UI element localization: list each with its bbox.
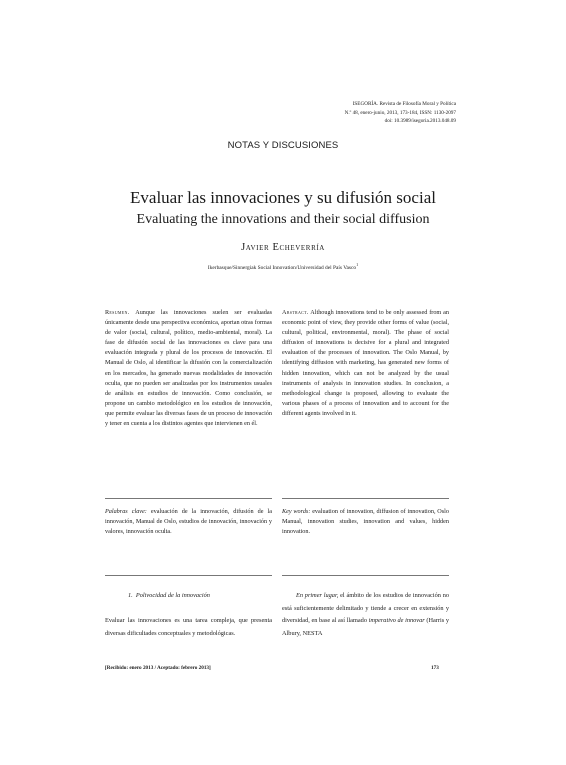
keywords-label: Palabras clave: (105, 508, 147, 515)
author-affiliation: Ikerbasque/Sinnergiak Social Innovation/Universidad del País Vasco$^1$ (207, 262, 359, 271)
running-header (156, 100, 456, 126)
paragraph-text: (Harris y Albury, NESTA (282, 617, 449, 637)
page-number: 173 (431, 665, 439, 671)
section-heading (128, 592, 210, 599)
keywords-english (282, 507, 449, 537)
lead-phrase: En primer lugar, (296, 592, 339, 599)
section-number: 1. (128, 592, 133, 599)
affiliation-text: Ikerbasque/Sinnergiak Social Innovation/Universidad del País Vasco (207, 264, 357, 271)
paragraph-text: el ámbito de los estudios de innovación no está suficientemente delimitado y tiende a crecer en extensión y diversidad, en base al así llamado (282, 592, 449, 625)
keywords-label: Key words: (282, 508, 311, 515)
keywords-text: evaluation of innovation, diffusion of innovation, Oslo Manual, innovation studies, innovation and values, hidden innovation. (282, 508, 449, 536)
abstract-spanish (105, 308, 272, 429)
body-paragraph-right (282, 590, 449, 640)
body-paragraph-left: Evaluar las innovaciones es una tarea compleja, que presenta diversas dificultades conceptuales y metodológicas. (105, 617, 272, 637)
received-accepted-note: [Recibido: enero 2013 / Aceptado: febrero 2013] (105, 665, 211, 671)
abstract-text: Although innovations tend to be only assessed from an economic point of view, they provide other forms of value (social, cultural, political, environmental, moral). The phase of social diffusion of innovations is decisive for a plural and integrated evaluation of the processes of innovation. The Oslo Manual, by identifying diffusion with marketing, has generated new forms of hidden innovation, which can not be analyzed by the usual instruments of analysis in innovation studies. In conclusion, a methodological change is proposed, allowing to evaluate the various phases of a process of innovation and to account for the different agents involved in it. (282, 309, 449, 417)
abstract-english (282, 308, 449, 419)
abstract-text: Aunque las innovaciones suelen ser evaluadas únicamente desde una perspectiva económica, aportan otras formas de valor (social, cultural, político, medio-ambiental, moral). La fase de difusión social de las innovaciones es clave para una evaluación integrada y plural de los procesos de innovación. El Manual de Oslo, al identificar la difusión con la comercialización en los mercados, ha generado nuevas modalidades de innovación oculta, que no pueden ser analizadas por los instrumentos usuales de análisis en estudios de innovación. Como conclusión, se propone un cambio metodológico en los estudios de innovación, que permite evaluar las diversas fases de un proceso de innovación y tener en cuenta a los distintos agentes que intervienen en él. (105, 309, 272, 428)
abstract-label: Resumen. (105, 309, 130, 316)
doi-line: doi: 10.3989/isegoria.2013.048.09 (384, 118, 456, 125)
article-title: Evaluar las innovaciones y su difusión social (130, 188, 436, 207)
term: imperativo de innovar (368, 617, 425, 625)
divider (105, 498, 272, 499)
section-title: Polivocidad de la innovación (135, 592, 210, 599)
abstract-label: Abstract. (282, 309, 309, 316)
divider (105, 575, 272, 576)
keywords-text: evaluación de la innovación, difusión de la innovación, Manual de Oslo, estudios de innovación, innovación y valores, innovación oculta. (105, 508, 272, 536)
article-subtitle: Evaluating the innovations and their social diffusion (136, 212, 430, 227)
divider (282, 575, 449, 576)
issue-line: N.º 48, enero-junio, 2013, 173-184, ISSN: 1130-2097 (344, 109, 456, 116)
section-label: NOTAS Y DISCUSIONES (227, 140, 339, 151)
journal-line: ISEGORÍA. Revista de Filosofía Moral y Política (352, 101, 456, 107)
author-name: Javier Echeverría (241, 242, 325, 253)
divider (282, 498, 449, 499)
keywords-spanish (105, 507, 272, 537)
